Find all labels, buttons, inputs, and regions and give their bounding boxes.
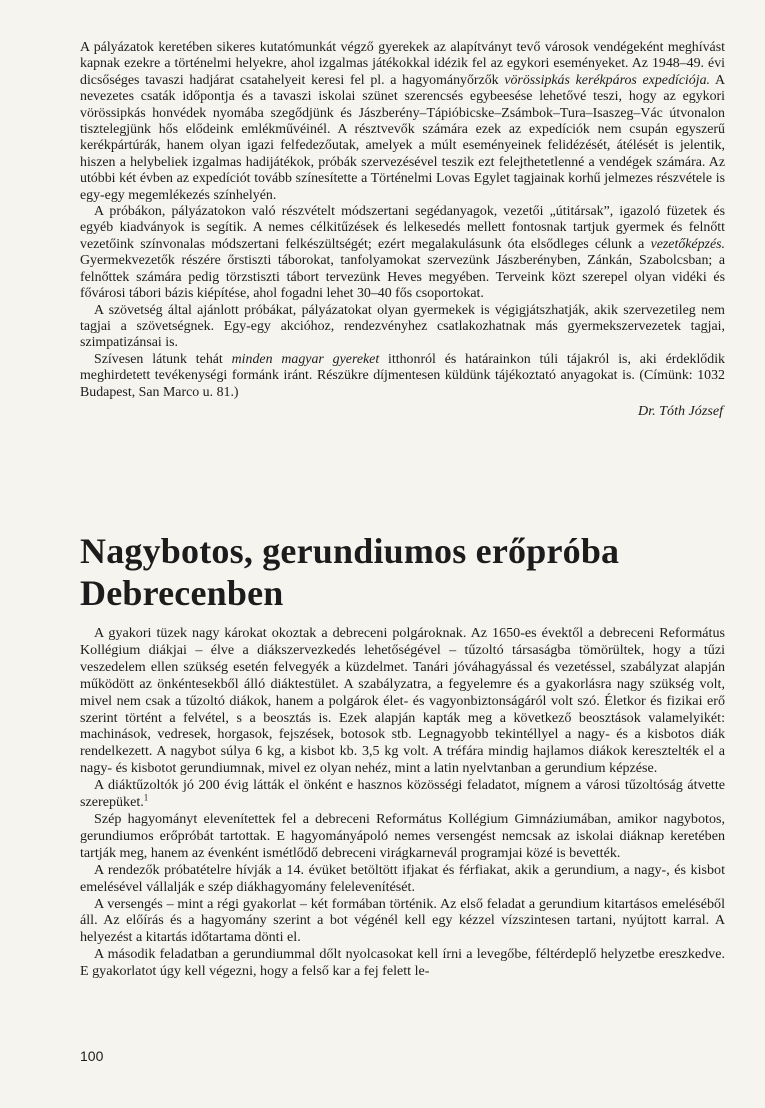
italic-text: vörössipkás kerékpáros expedíciója. bbox=[504, 72, 711, 88]
text-run: A pályázatok keretében sikeres kutatómunkát végző gyerekek az alapítványt tevő városok vendégeként meghívást kapnak ezekre a történelmi helyekre, ahol izgalmas játékokkal idézik fel az egykori eseményeket. Az 1948–49. évi dicsőséges tavaszi hadjárat csatahelyeit keresi fel pl. a hagyományőrzők bbox=[80, 40, 725, 88]
page-number: 100 bbox=[80, 1048, 104, 1064]
paragraph bbox=[80, 777, 725, 811]
italic-text: vezetőképzés. bbox=[650, 236, 725, 252]
text-run: A próbákon, pályázatokon való részvételt módszertani segédanyagok, vezetői „útitársak”, igazoló füzetek és egyéb kiadványok is segítik. A nemes célkitűzések és lelkesedés mellett fontosnak tartjuk gyermek és felnőtt vezetőink színvonalas módszertani felkészültségét; ezért megalakulásunk óta elsődleges célunk a bbox=[80, 204, 725, 252]
paragraph: Szép hagyományt elevenítettek fel a debreceni Református Kollégium Gimnáziumában, amikor nagybotos, gerundiumos erőpróbát tartottak. E hagyományápoló nemes versengést nemcsak az iskolai diáknap keretében tartják meg, hanem az évenként ismétlődő debreceni virágkarnevál programjai közé is bevették. bbox=[80, 810, 725, 861]
paragraph: A második feladatban a gerundiummal dőlt nyolcasokat kell írni a levegőbe, féltérdeplő helyzetbe ereszkedve. E gyakorlatot úgy kell végezni, hogy a felső kar a fej felett le- bbox=[80, 946, 725, 980]
paragraph: A szövetség által ajánlott próbákat, pályázatokat olyan gyermekek is végigjátszhatják, akik szervezetileg nem tagjai a szövetségnek. Egy-egy akcióhoz, rendezvényhez csatlakozhatnak más gyermekszervezetek tagjai, szimpatizánsai is. bbox=[80, 302, 725, 351]
paragraph bbox=[80, 204, 725, 302]
title-line: Nagybotos, gerundiumos erőpróba bbox=[80, 531, 620, 571]
paragraph: A rendezők próbatételre hívják a 14. évüket betöltött ifjakat és férfiakat, akik a gerundium, a nagy-, és kisbot emelésével vállalják e szép diákhagyomány felelevenítését. bbox=[80, 861, 725, 895]
footnote-marker: 1 bbox=[143, 792, 149, 803]
text-run: A diáktűzoltók jó 200 évig látták el önként e hasznos közösségi feladatot, mígnem a városi tűzoltóság átvette szerepüket. bbox=[80, 777, 725, 811]
italic-text: minden magyar gyereket bbox=[231, 351, 380, 367]
paragraph: A versengés – mint a régi gyakorlat – két formában történik. Az első feladat a gerundium kitartásos emeléséből áll. Az előírás és a hagyomány szerint a bot végénél kell egy kézzel vízszintesen tartani, nyújtott karral. A helyezést a kitartás időtartama dönti el. bbox=[80, 895, 725, 946]
text-run: itthonról és határainkon túli tájakról is, aki érdeklődik meghirdetett tevékenységi formánk iránt. Részükre díjmentesen küldünk tájékoztató anyagokat is. (Címünk: 1032 Budapest, San Marco u. 81.) bbox=[80, 351, 725, 400]
title-line: Debrecenben bbox=[80, 573, 284, 613]
text-run: Gyermekvezetők részére őrstiszti táborokat, tanfolyamokat szervezünk Jászberényben, Zánkán, Szabolcsban; a felnőttek számára pedig törzstiszti tábort tervezünk Heves megyében. Terveink közt szerepel olyan vidéki és fővárosi tábori bázis kiépítése, ahol fogadni lehet 30–40 fős csoportokat. bbox=[80, 253, 725, 302]
author-signature: Dr. Tóth József bbox=[638, 402, 723, 419]
paragraph bbox=[80, 352, 725, 401]
article-2-body bbox=[80, 625, 725, 980]
article-title bbox=[80, 530, 725, 614]
text-run: A nevezetes csaták időpontja és a tavaszi iskolai szünet szerencsés egybeesése lehetővé teszi, hogy az egykori vörössipkás honvédek nyomába szegődjünk és Jászberény–Tápióbicske–Zsámbok–Tura–Isaszeg–Vác útvonalon tisztelegjünk hős elődeink emlékművéinél. A résztvevők számára ezek az expedíciók nem csupán egyszerű kerékpártúrák, hanem olyan igazi felfedezőutak, amelyek a múlt eseményeinek felidézését, átélését is jelentik, hiszen a helybeliek izgalmas hadijátékok, próbák szervezésével teszik ezt felejthetetlenné a vendégek számára. Az utóbbi két évben az expedíciót tovább színesítette a Történelmi Lovas Egylet tagjainak korhű jelmezes részvétele is egy-egy megemlékezés színhelyén. bbox=[80, 72, 725, 203]
paragraph bbox=[80, 40, 725, 204]
paragraph: A gyakori tüzek nagy károkat okoztak a debreceni polgároknak. Az 1650-es évektől a debreceni Református Kollégium diákjai – élve a diákszervezkedés lehetőségével – tűzoltó társaságba tömörültek, hogy a tűzi veszedelem ellen szükség esetén felvegyék a küzdelmet. Tanári jóváhagyással és vezetéssel, szabályzat alapján működött az önkéntesekből álló diáktestület. A szabályzatra, a fegyelemre és a gyakorlásra nagy szükség volt, mivel nem csak a tűzoltó diákok, hanem a polgárok élet- és vagyonbiztonságáról volt szó. Életkor és fizikai erő szerint történt a felvétel, s a beosztás is. Ezek alapján kapták meg a következő beosztások valamelyikét: machinások, vedresek, horgasok, fejszések, botosok stb. Legnagyobb tekintéllyel a nagy- és a kisbotos diák rendelkezett. A nagybot súlya 6 kg, a kisbot kb. 3,5 kg volt. A tréfára mindig hajlamos diákok keresztelték el a nagy- és kisbotot gerundiumnak, mivel ez olyan nehéz, mint a latin nyelvtanban a gerundium képzése. bbox=[80, 625, 725, 777]
article-1-body bbox=[80, 40, 725, 420]
text-run: Szívesen látunk tehát bbox=[94, 351, 232, 367]
